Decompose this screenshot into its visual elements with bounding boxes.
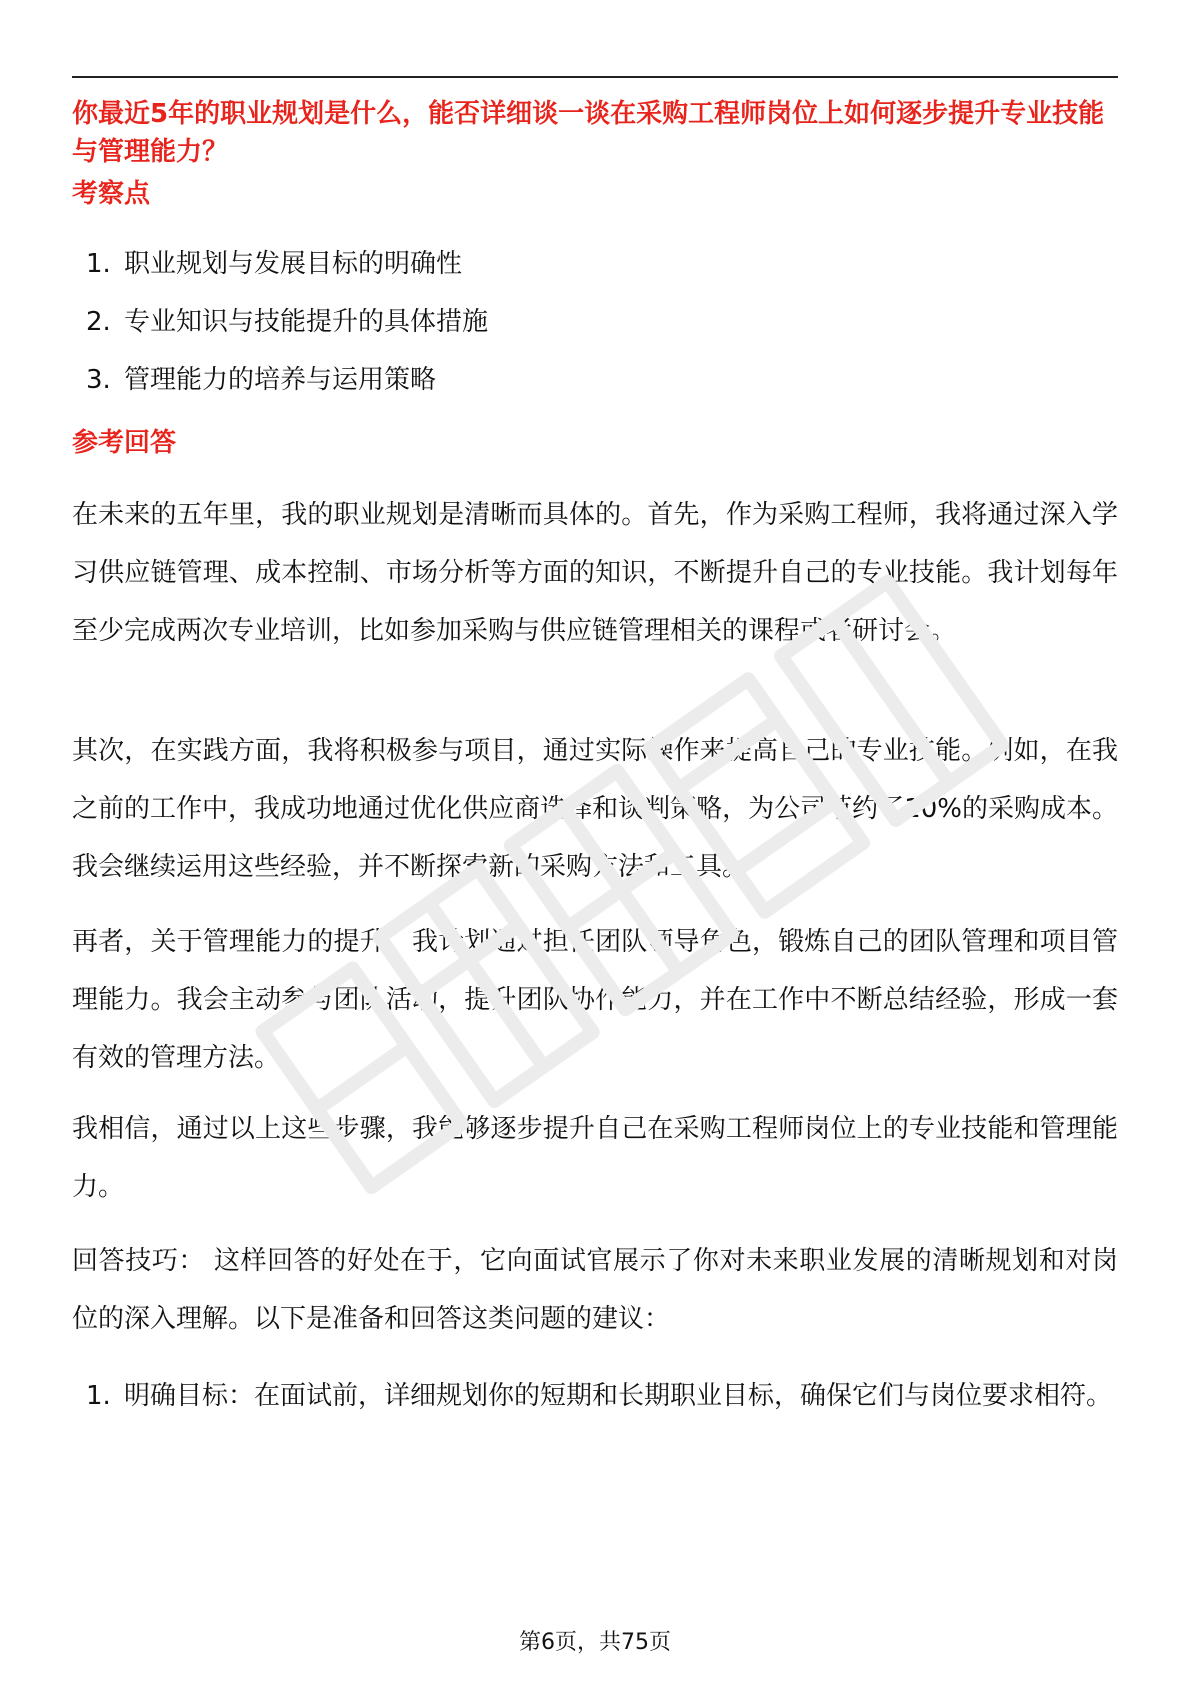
answer-section-title: 参考回答	[72, 428, 177, 458]
list-item-text: 管理能力的培养与运用策略	[124, 365, 437, 395]
list-item	[72, 235, 1118, 293]
list-item-number: 1.	[86, 249, 111, 279]
page-footer: 第6页，共75页	[519, 1630, 671, 1655]
list-item	[72, 1367, 1118, 1425]
list-item-text: 职业规划与发展目标的明确性	[124, 249, 463, 279]
answer-tips-intro: 回答技巧： 这样回答的好处在于，它向面试官展示了你对未来职业发展的清晰规划和对岗位的深入理解。以下是准备和回答这类问题的建议：	[72, 1246, 1118, 1334]
answer-paragraph-4: 我相信，通过以上这些步骤，我能够逐步提升自己在采购工程师岗位上的专业技能和管理能力。	[72, 1114, 1118, 1202]
answer-paragraph-3: 再者，关于管理能力的提升，我计划通过担任团队领导角色，锻炼自己的团队管理和项目管理能力。我会主动参与团队活动，提升团队协作能力，并在工作中不断总结经验，形成一套有效的管理方法。	[72, 927, 1118, 1073]
focus-list	[72, 235, 1118, 409]
list-item	[72, 293, 1118, 351]
list-item-number: 1.	[86, 1381, 111, 1411]
answer-paragraph-1: 在未来的五年里，我的职业规划是清晰而具体的。首先，作为采购工程师，我将通过深入学习供应链管理、成本控制、市场分析等方面的知识，不断提升自己的专业技能。我计划每年至少完成两次专业培训，比如参加采购与供应链管理相关的课程或者研讨会。	[72, 500, 1118, 646]
document-page	[72, 0, 1118, 1684]
list-item	[72, 351, 1118, 409]
list-item-text: 专业知识与技能提升的具体措施	[124, 307, 489, 337]
question-heading: 你最近5年的职业规划是什么，能否详细谈一谈在采购工程师岗位上如何逐步提升专业技能与管理能力？	[72, 99, 1105, 167]
list-item-number: 2.	[86, 307, 111, 337]
list-item-number: 3.	[86, 365, 111, 395]
focus-section-title: 考察点	[72, 179, 151, 209]
answer-paragraph-2: 其次，在实践方面，我将积极参与项目，通过实际操作来提高自己的专业技能。例如，在我之前的工作中，我成功地通过优化供应商选择和谈判策略，为公司节约了10%的采购成本。我会继续运用这些经验，并不断探索新的采购方法和工具。	[72, 736, 1118, 882]
list-item-text: 明确目标：在面试前，详细规划你的短期和长期职业目标，确保它们与岗位要求相符。	[124, 1381, 1113, 1411]
tips-list	[72, 1367, 1118, 1425]
top-rule	[72, 76, 1118, 78]
